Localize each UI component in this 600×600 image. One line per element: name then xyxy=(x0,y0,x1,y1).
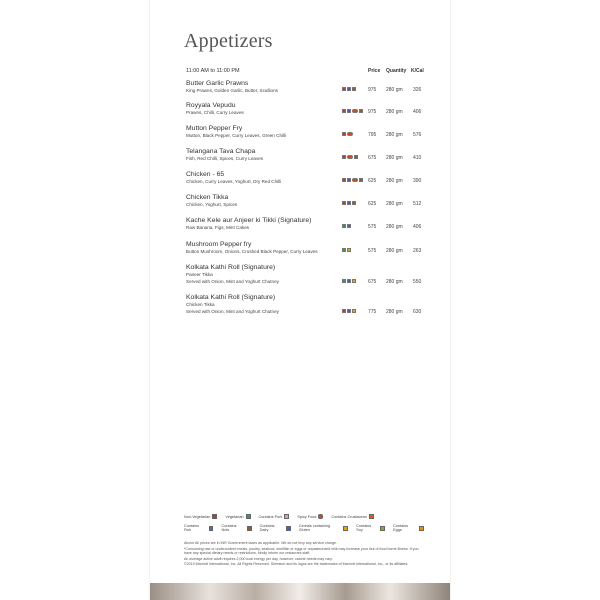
item-description: Chicken, Yoghurt, Spices xyxy=(186,202,238,207)
item-quantity: 280 gm xyxy=(386,109,403,115)
menu-item xyxy=(186,80,436,94)
legend-label: Cereals containing Gluten xyxy=(298,524,331,532)
green-diet-icon xyxy=(342,279,346,283)
item-quantity: 280 gm xyxy=(386,178,403,184)
legend-item xyxy=(260,524,291,532)
item-kcal: 410 xyxy=(413,155,422,161)
legend-item xyxy=(297,514,323,519)
item-price: 795 xyxy=(368,132,377,138)
dietary-icons xyxy=(342,224,351,228)
item-name: Telangana Tava Chapa xyxy=(186,148,256,155)
item-name: Kolkata Kathi Roll (Signature) xyxy=(186,294,276,301)
pork-icon xyxy=(284,514,289,519)
crustacean-icon xyxy=(369,514,374,519)
item-quantity: 280 gm xyxy=(386,309,403,315)
veg-icon xyxy=(246,514,251,519)
legend-label: Contains Fish xyxy=(184,524,199,532)
dairy-icon xyxy=(286,526,291,531)
red-diet-icon xyxy=(342,178,346,182)
legend-item xyxy=(299,524,348,532)
red-diet-icon xyxy=(342,109,346,113)
item-price: 675 xyxy=(368,155,377,161)
legend-item xyxy=(356,524,385,532)
legend-label: Contains Crustacean xyxy=(331,514,367,519)
item-kcal: 390 xyxy=(413,178,422,184)
legend-item xyxy=(184,514,217,519)
chili-icon xyxy=(318,514,323,519)
item-description: Button Mushroom, Onions, Crushed Black Pepper, Curry Leaves xyxy=(186,249,318,254)
dietary-icons xyxy=(342,248,351,252)
non-veg-icon xyxy=(212,514,217,519)
soy-icon xyxy=(380,526,385,531)
item-price: 575 xyxy=(368,224,377,230)
item-kcal: 576 xyxy=(413,132,422,138)
quantity-header: Quantity xyxy=(386,68,407,74)
gluten-icon xyxy=(343,526,348,531)
menu-page xyxy=(150,0,450,600)
yellow-diet-icon xyxy=(352,309,356,313)
nuts-icon xyxy=(247,526,252,531)
item-kcal: 512 xyxy=(413,201,422,207)
egg-icon xyxy=(419,526,424,531)
tax-note: Above All prices are in INR Government taxes as applicable. We do not levy any service charge. xyxy=(184,541,337,545)
legend-label: Vegetarian xyxy=(225,514,244,519)
legend-item xyxy=(221,524,251,532)
menu-item xyxy=(186,171,436,185)
yellow-diet-icon xyxy=(347,248,351,252)
menu-item xyxy=(186,148,436,162)
item-description: Fish, Red Chilli, Spices, Curry Leaves xyxy=(186,156,264,161)
menu-item xyxy=(186,241,436,255)
item-kcal: 406 xyxy=(413,109,422,115)
blue-diet-icon xyxy=(347,224,351,228)
red-diet-icon xyxy=(342,201,346,205)
brown-diet-icon xyxy=(359,178,363,182)
legend-item xyxy=(184,524,213,532)
item-description: Paneer Tikka xyxy=(186,272,213,277)
item-serving-note: Served with Onion, Mint and Yoghurt Chutney xyxy=(186,309,279,314)
blue-diet-icon xyxy=(347,201,351,205)
item-kcal: 406 xyxy=(413,224,422,230)
yellow-diet-icon xyxy=(352,279,356,283)
red-diet-icon xyxy=(342,155,346,159)
brown-diet-icon xyxy=(352,201,356,205)
item-quantity: 280 gm xyxy=(386,201,403,207)
item-name: Butter Garlic Prawns xyxy=(186,80,249,87)
item-kcal: 630 xyxy=(413,309,422,315)
dietary-legend xyxy=(184,514,424,537)
item-price: 625 xyxy=(368,178,377,184)
red-diet-icon xyxy=(342,87,346,91)
brown-diet-icon xyxy=(359,109,363,113)
blue-diet-icon xyxy=(347,87,351,91)
item-quantity: 280 gm xyxy=(386,279,403,285)
legend-label: Contains Soy xyxy=(356,524,372,532)
kcal-header: K/Cal xyxy=(411,68,424,74)
dietary-icons xyxy=(342,87,356,91)
item-kcal: 263 xyxy=(413,248,422,254)
item-description: King Prawns, Golden Garlic, Butter, Scallions xyxy=(186,88,278,93)
blue-diet-icon xyxy=(347,178,351,182)
copyright: ©2019 Marriott International, Inc. All Rights Reserved. Sheraton and its logos are the trademarks of Marriott International, Inc., or its affiliates. xyxy=(184,562,409,567)
item-name: Kolkata Kathi Roll (Signature) xyxy=(186,264,276,271)
menu-item xyxy=(186,217,436,231)
item-price: 575 xyxy=(368,248,377,254)
dietary-icons xyxy=(342,201,356,205)
chili-icon xyxy=(347,132,353,136)
dietary-icons xyxy=(342,155,358,159)
legend-label: Contains Eggs xyxy=(393,524,409,532)
item-price: 775 xyxy=(368,309,377,315)
item-name: Chicken Tikka xyxy=(186,194,229,201)
legend-item xyxy=(225,514,250,519)
chili-icon xyxy=(352,178,358,182)
menu-item xyxy=(186,125,436,139)
item-name: Mutton Pepper Fry xyxy=(186,125,243,132)
menu-item xyxy=(186,294,436,315)
item-kcal: 550 xyxy=(413,279,422,285)
green-diet-icon xyxy=(342,248,346,252)
item-name: Mushroom Pepper fry xyxy=(186,241,252,248)
brown-diet-icon xyxy=(354,155,358,159)
legend-item xyxy=(259,514,290,519)
item-quantity: 280 gm xyxy=(386,155,403,161)
legend-row xyxy=(184,514,424,519)
price-header: Price xyxy=(368,68,381,74)
menu-item xyxy=(186,264,436,285)
item-quantity: 280 gm xyxy=(386,224,403,230)
green-diet-icon xyxy=(342,224,346,228)
legend-label: Contains Pork xyxy=(258,514,283,519)
item-price: 625 xyxy=(368,201,377,207)
health-advisory: *Consuming raw or undercooked meats, poultry, seafood, shellfish or eggs or unpasteurized milk may increase your risk of food borne illness. If you have any special dietary needs or restrictions, kindly inform our restaurant staff. xyxy=(184,546,419,556)
page-title: Appetizers xyxy=(184,30,273,52)
item-description: Raw Banana, Figs, Mint Cakes xyxy=(186,225,250,230)
item-kcal: 326 xyxy=(413,87,422,93)
dietary-icons xyxy=(342,178,363,182)
legend-row xyxy=(184,524,424,532)
dietary-icons xyxy=(342,279,356,283)
item-name: Chicken - 65 xyxy=(186,171,225,178)
blue-diet-icon xyxy=(347,109,351,113)
item-price: 975 xyxy=(368,109,377,115)
menu-item xyxy=(186,194,436,208)
menu-item xyxy=(186,102,436,116)
dietary-icons xyxy=(342,309,356,313)
item-description: Prawns, Chilli, Curry Leaves xyxy=(186,110,244,115)
legend-label: Non-Vegetarian xyxy=(184,514,211,519)
red-diet-icon xyxy=(342,132,346,136)
chili-icon xyxy=(347,155,353,159)
chili-icon xyxy=(352,109,358,113)
dietary-icons xyxy=(342,109,363,113)
dietary-icons xyxy=(342,132,353,136)
item-price: 975 xyxy=(368,87,377,93)
legend-label: Contains Nuts xyxy=(221,524,237,532)
calorie-note: An average active adult requires 2,000 kcal energy per day, however, calorie needs may vary. xyxy=(184,556,333,561)
legend-label: Spicy Food xyxy=(297,514,317,519)
service-hours: 11:00 AM to 11:00 PM xyxy=(186,68,240,74)
item-price: 675 xyxy=(368,279,377,285)
item-description: Mutton, Black Pepper, Curry Leaves, Green Chilli xyxy=(186,133,287,138)
item-description: Chicken Tikka xyxy=(186,302,215,307)
item-name: Kache Kele aur Anjeer ki Tikki (Signature) xyxy=(186,217,312,224)
item-description: Chicken, Curry Leaves, Yoghurt, Dry Red Chilli xyxy=(186,179,282,184)
item-quantity: 280 gm xyxy=(386,132,403,138)
blue-diet-icon xyxy=(347,309,351,313)
legend-label: Contains Dairy xyxy=(259,524,275,532)
fish-icon xyxy=(209,526,214,531)
decorative-footer xyxy=(150,583,450,600)
item-quantity: 280 gm xyxy=(386,87,403,93)
legend-item xyxy=(393,524,424,532)
brown-diet-icon xyxy=(352,87,356,91)
red-diet-icon xyxy=(342,309,346,313)
blue-diet-icon xyxy=(347,279,351,283)
item-serving-note: Served with Onion, Mint and Yoghurt Chutney xyxy=(186,279,279,284)
legend-item xyxy=(331,514,373,519)
item-quantity: 280 gm xyxy=(386,248,403,254)
item-name: Royyala Vepudu xyxy=(186,102,236,109)
menu-notes xyxy=(184,541,420,568)
